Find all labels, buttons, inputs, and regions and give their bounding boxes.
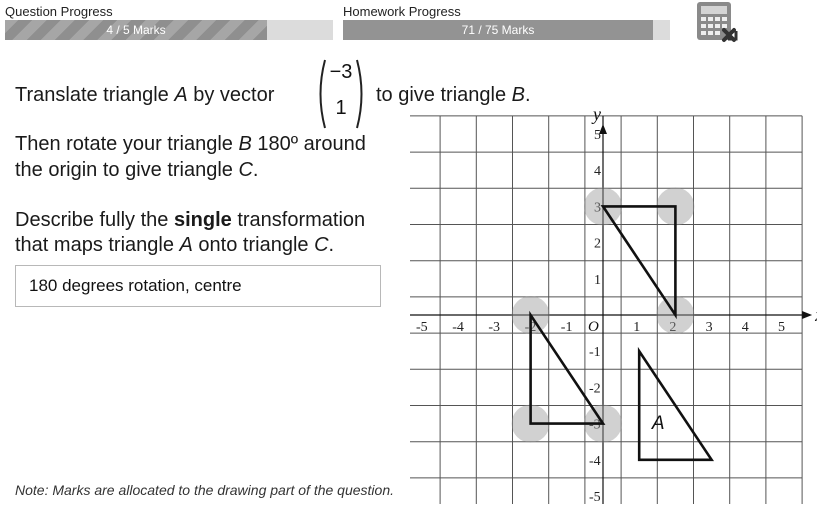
y-axis-label: y [593,104,601,124]
triangle-a-label: A [651,413,665,435]
question-progress-label: Question Progress [5,4,113,19]
x-tick-label: -1 [560,320,573,335]
y-tick-label: -4 [589,453,601,469]
y-tick-label: -2 [589,381,601,397]
question-progress-value: 4 / 5 Marks [106,23,166,37]
x-tick-label: 4 [741,320,749,335]
question-text: 180º around [251,133,366,155]
translation-vector [315,58,367,130]
triangle-b-ref: B [511,84,525,106]
origin-label: O [588,319,599,335]
question-line-5 [15,232,334,258]
vector-top-value: −3 [329,61,353,83]
x-tick-label: 2 [669,320,677,335]
x-tick-label: 1 [633,320,641,335]
question-text: to give triangle [376,84,512,106]
y-tick-label: 5 [594,128,601,143]
question-text: Translate triangle [15,84,175,106]
homework-progress-bar [343,20,670,40]
question-text: the origin to give triangle [15,159,239,181]
y-tick-label: -5 [589,490,601,504]
marks-note: Note: Marks are allocated to the drawing part of the question. [15,482,394,498]
question-text: . [524,84,531,106]
question-line-2 [15,131,366,157]
triangle-a-ref: A [174,84,188,106]
question-progress-bar [5,20,333,40]
x-tick-label: -5 [416,320,428,335]
y-tick-label: -3 [589,417,601,433]
x-tick-label: -2 [524,320,537,335]
y-tick-label: 1 [594,272,601,288]
x-axis-arrow [802,311,812,319]
vector-bottom-value: 1 [335,97,347,119]
x-tick-label: -3 [488,320,501,335]
coordinate-grid[interactable] [410,92,817,504]
x-tick-label: -4 [452,320,464,335]
calculator-button[interactable] [694,0,742,46]
answer-input[interactable] [15,265,381,307]
emphasis-single: single [173,209,232,231]
question-text: by vector [187,84,275,106]
question-text: that maps triangle [15,234,180,256]
triangle-a-ref: A [179,234,193,256]
homework-progress-value: 71 / 75 Marks [461,23,535,37]
triangle-c-ref: C [314,234,329,256]
y-tick-label: -1 [589,345,601,361]
y-tick-label: 4 [594,164,601,180]
calculator-icon [694,0,742,46]
x-tick-label: 5 [778,320,785,335]
y-tick-label: 2 [594,236,601,252]
homework-progress-label: Homework Progress [343,4,461,19]
question-text: . [252,159,259,181]
question-line-3 [15,157,258,183]
triangle-c-ref: C [238,159,253,181]
question-text: onto triangle [192,234,315,256]
question-line-1 [15,82,274,108]
triangle-b-ref: B [238,133,252,155]
question-text: . [328,234,335,256]
question-line-4 [15,207,365,233]
question-text: transformation [231,209,366,231]
x-tick-label: 3 [705,320,713,335]
question-text: Describe fully the [15,209,174,231]
question-text: Then rotate your triangle [15,133,239,155]
y-tick-label: 3 [594,200,601,216]
